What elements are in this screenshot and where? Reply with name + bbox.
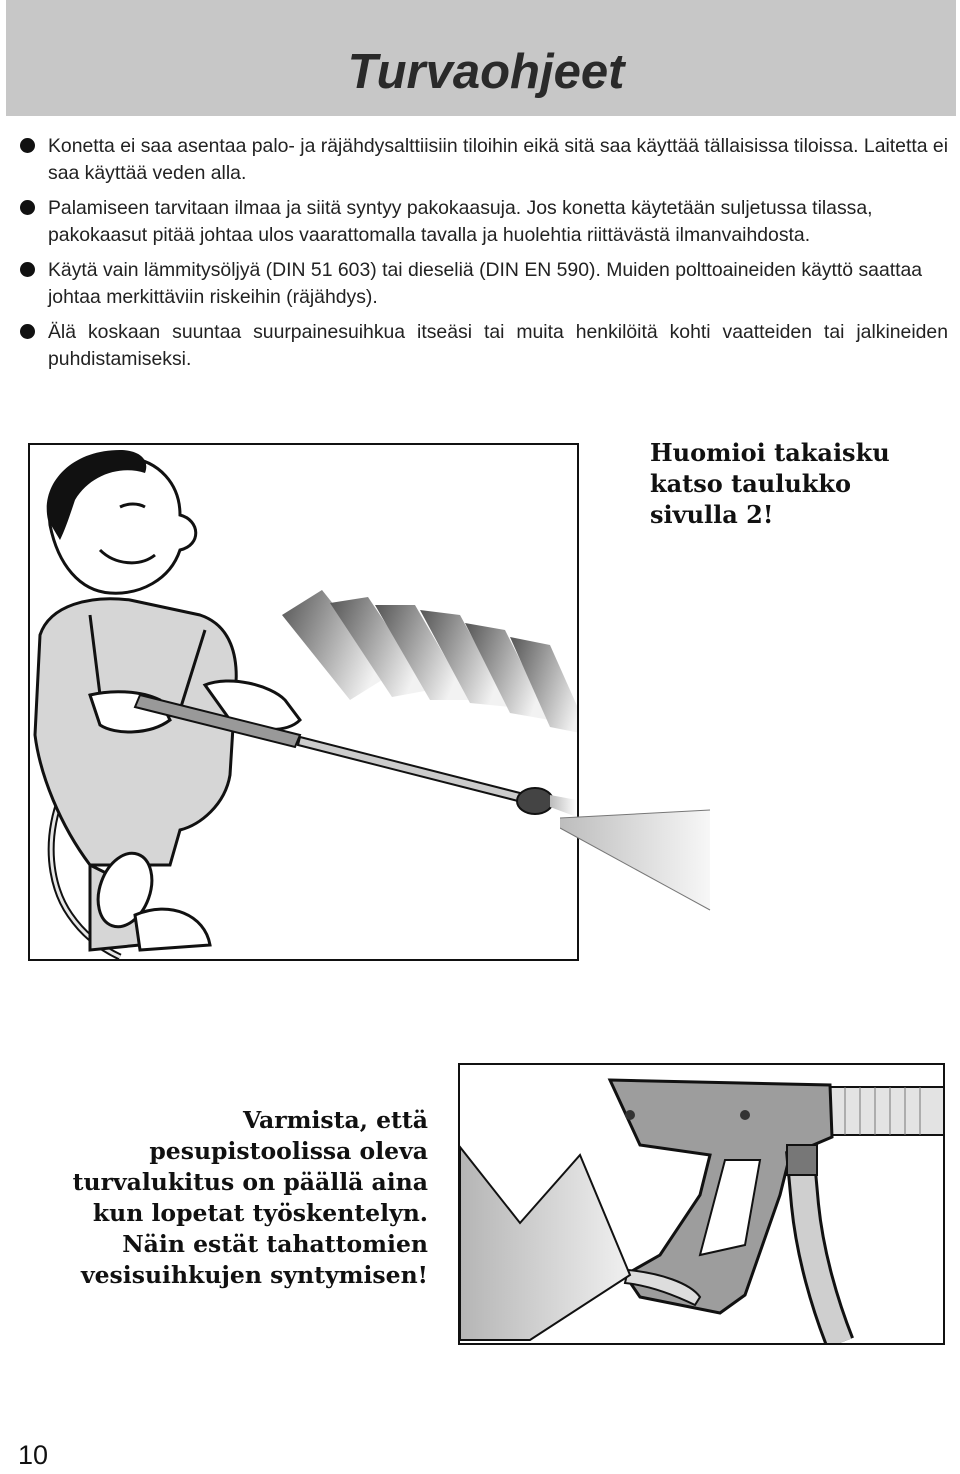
title-bar (6, 0, 956, 116)
list-item-text: Älä koskaan suuntaa suurpainesuihkua itseäsi tai muita henkilöitä kohti vaatteiden tai jalkineiden puhdistamiseksi. (48, 321, 948, 370)
bullet-icon (20, 138, 35, 153)
safety-lock-note: Varmista, että pesupistoolissa oleva turvalukitus on päällä aina kun lopetat työskentelyn. Näin estät tahattomien vesisuihkujen syntymisen! (72, 1106, 428, 1289)
spray-gun-safety-lock-illustration (458, 1063, 945, 1345)
list-item-text: Käytä vain lämmitysöljyä (DIN 51 603) tai dieseliä (DIN EN 590). Muiden polttoaineiden käyttö saattaa johtaa merkittäviin riskeihin (räjähdys). (48, 259, 923, 308)
worker-spraying-icon (30, 445, 577, 959)
list-item-text: Palamiseen tarvitaan ilmaa ja siitä syntyy pakokaasuja. Jos konetta käytetään suljetussa tilassa, pakokaasut pitää johtaa ulos vaarattomalla tavalla ja huolehtia riittävästä ilmanvaihdosta. (48, 197, 873, 246)
pressure-washer-illustration (28, 443, 579, 961)
bullet-icon (20, 262, 35, 277)
bullet-icon (20, 324, 35, 339)
page-number: 10 (18, 1440, 49, 1470)
spray-gun-icon (460, 1065, 943, 1343)
recoil-note: Huomioi takaisku katso taulukko sivulla 2! (650, 438, 890, 529)
list-item (20, 133, 948, 187)
bullet-icon (20, 200, 35, 215)
list-item (20, 257, 948, 311)
list-item (20, 319, 948, 373)
list-item-text: Konetta ei saa asentaa palo- ja räjähdysalttiisiin tiloihin eikä sitä saa käyttää tällaisissa tiloissa. Laitetta ei saa käyttää veden alla. (48, 135, 949, 184)
safety-list (20, 133, 948, 381)
page-title: Turvaohjeet (347, 45, 625, 99)
list-item (20, 195, 948, 249)
water-jet-icon (560, 790, 720, 920)
